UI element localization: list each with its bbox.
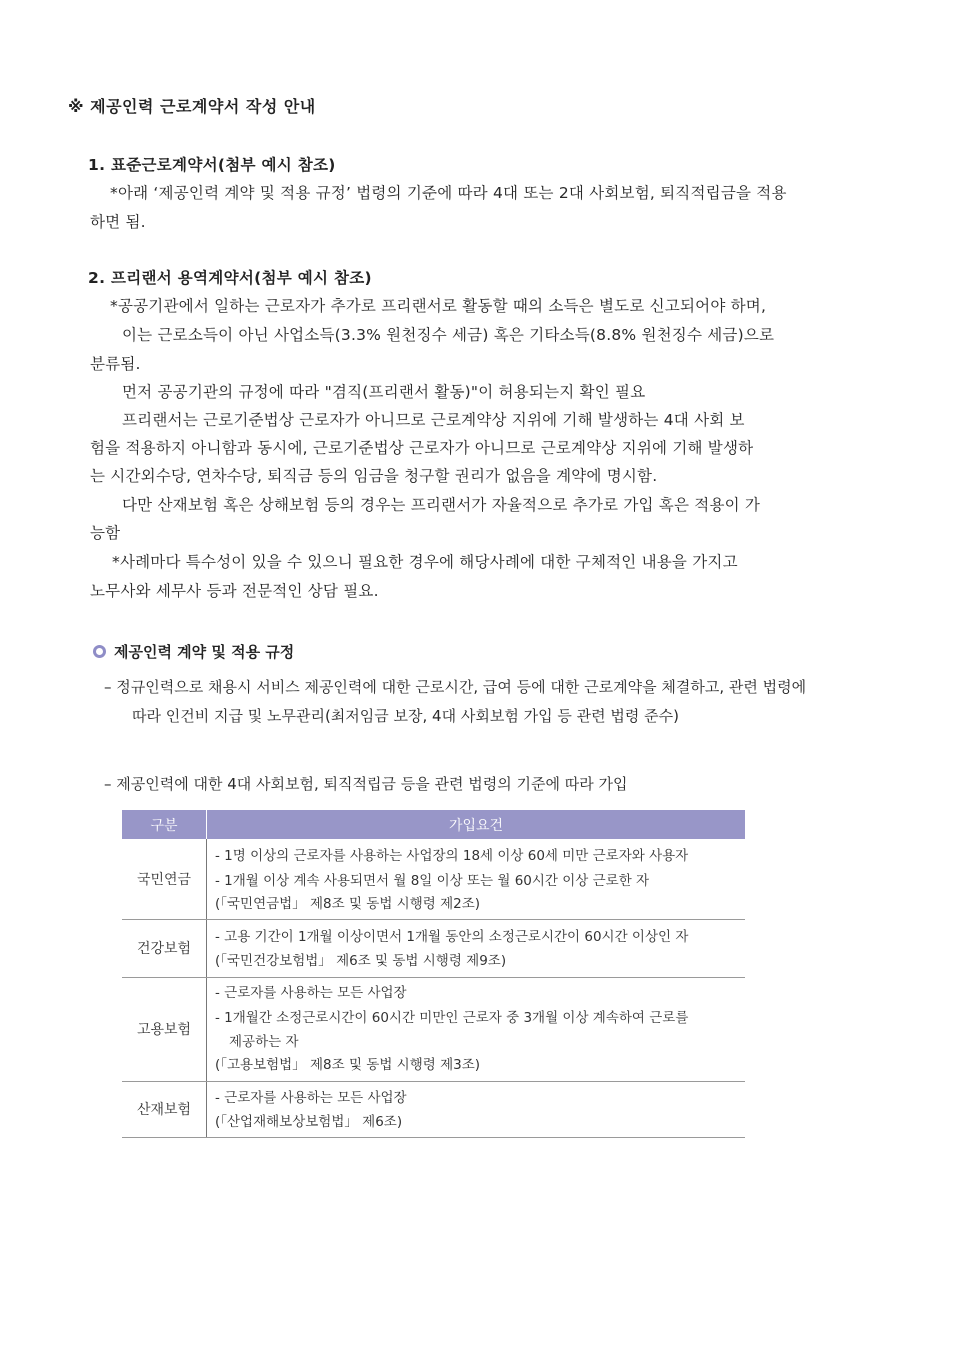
row-category: 고용보험 <box>122 977 207 1081</box>
section3-heading-row <box>93 641 294 662</box>
section2-line-8: 다만 산재보험 혹은 상해보험 등의 경우는 프리랜서가 자율적으로 추가로 가입 혹은 적용이 가 <box>122 496 761 514</box>
section2-line-6: 험을 적용하지 아니함과 동시에, 근로기준법상 근로자가 아니므로 근로계약상 지위에 기해 발생하 <box>90 439 754 457</box>
table-row <box>122 839 745 919</box>
header-category: 구분 <box>122 810 207 839</box>
requirement-line: - 고용 기간이 1개월 이상이면서 1개월 동안의 소정근로시간이 60시간 이상인 자 <box>215 928 689 945</box>
ring-bullet-icon <box>93 645 106 658</box>
requirement-line: - 1개월간 소정근로시간이 60시간 미만인 근로자 중 3개월 이상 계속하여 근로를 <box>215 1010 689 1026</box>
document-title: ※ 제공인력 근로계약서 작성 안내 <box>68 97 316 116</box>
requirement-line: - 근로자를 사용하는 모든 사업장 <box>215 985 407 1001</box>
section2-line-7: 는 시간외수당, 연차수당, 퇴직금 등의 임금을 청구할 권리가 없음을 계약에 명시함. <box>90 467 658 485</box>
legal-reference: (「국민건강보험법」 제6조 및 동법 시행령 제9조) <box>215 952 507 969</box>
row-requirements <box>207 919 746 977</box>
requirement-line: - 1개월 이상 계속 사용되면서 월 8일 이상 또는 월 60시간 이상 근로한 자 <box>215 872 650 889</box>
row-category: 건강보험 <box>122 919 207 977</box>
requirement-line: - 1명 이상의 근로자를 사용하는 사업장의 18세 이상 60세 미만 근로자와 사용자 <box>215 847 689 864</box>
section2-line-1: *공공기관에서 일하는 근로자가 추가로 프리랜서로 활동할 때의 소득은 별도로 신고되어야 하며, <box>110 297 767 315</box>
section2-line-3: 분류됨. <box>90 355 141 373</box>
insurance-requirements-table <box>122 810 745 1138</box>
requirement-line: - 근로자를 사용하는 모든 사업장 <box>215 1089 407 1106</box>
section2-line-5: 프리랜서는 근로기준법상 근로자가 아니므로 근로계약상 지위에 기해 발생하는 4대 사회 보 <box>122 411 745 429</box>
section3-item2: – 제공인력에 대한 4대 사회보험, 퇴직적립금 등을 관련 법령의 기준에 따라 가입 <box>104 775 628 793</box>
requirement-line: 제공하는 자 <box>229 1034 299 1050</box>
row-requirements <box>207 839 746 919</box>
section1-heading: 1. 표준근로계약서(첨부 예시 참조) <box>88 156 336 174</box>
section2-line-4: 먼저 공공기관의 규정에 따라 "겸직(프리랜서 활동)"이 허용되는지 확인 필요 <box>122 383 646 401</box>
section3-item1-line-1: – 정규인력으로 채용시 서비스 제공인력에 대한 근로시간, 급여 등에 대한 근로계약을 체결하고, 관련 법령에 <box>104 678 807 696</box>
row-category: 산재보험 <box>122 1081 207 1137</box>
legal-reference: (「고용보험법」 제8조 및 동법 시행령 제3조) <box>215 1057 481 1073</box>
section2-heading: 2. 프리랜서 용역계약서(첨부 예시 참조) <box>88 269 372 287</box>
table-row <box>122 919 745 977</box>
row-category: 국민연금 <box>122 839 207 919</box>
row-requirements <box>207 977 746 1081</box>
legal-reference: (「산업재해보상보험법」 제6조) <box>215 1113 403 1130</box>
section2-line-11: 노무사와 세무사 등과 전문적인 상담 필요. <box>90 582 379 600</box>
section3-item1-line-2: 따라 인건비 지급 및 노무관리(최저임금 보장, 4대 사회보험 가입 등 관련 법령 준수) <box>132 707 679 725</box>
legal-reference: (「국민연금법」 제8조 및 동법 시행령 제2조) <box>215 895 481 912</box>
table-header-row <box>122 810 745 839</box>
table-row <box>122 977 745 1081</box>
section2-line-2: 이는 근로소득이 아닌 사업소득(3.3% 원천징수 세금) 혹은 기타소득(8.8% 원천징수 세금)으로 <box>122 326 775 344</box>
section1-line-1: *아래 ‘제공인력 계약 및 적용 규정’ 법령의 기준에 따라 4대 또는 2대 사회보험, 퇴직적립금을 적용 <box>110 184 787 202</box>
row-requirements <box>207 1081 746 1137</box>
header-requirements: 가입요건 <box>207 810 746 839</box>
section3-heading: 제공인력 계약 및 적용 규정 <box>114 643 295 661</box>
section1-line-2: 하면 됨. <box>90 213 146 231</box>
table-row <box>122 1081 745 1137</box>
section2-line-9: 능함 <box>90 524 121 542</box>
section2-line-10: *사례마다 특수성이 있을 수 있으니 필요한 경우에 해당사례에 대한 구체적인 내용을 가지고 <box>112 553 738 571</box>
